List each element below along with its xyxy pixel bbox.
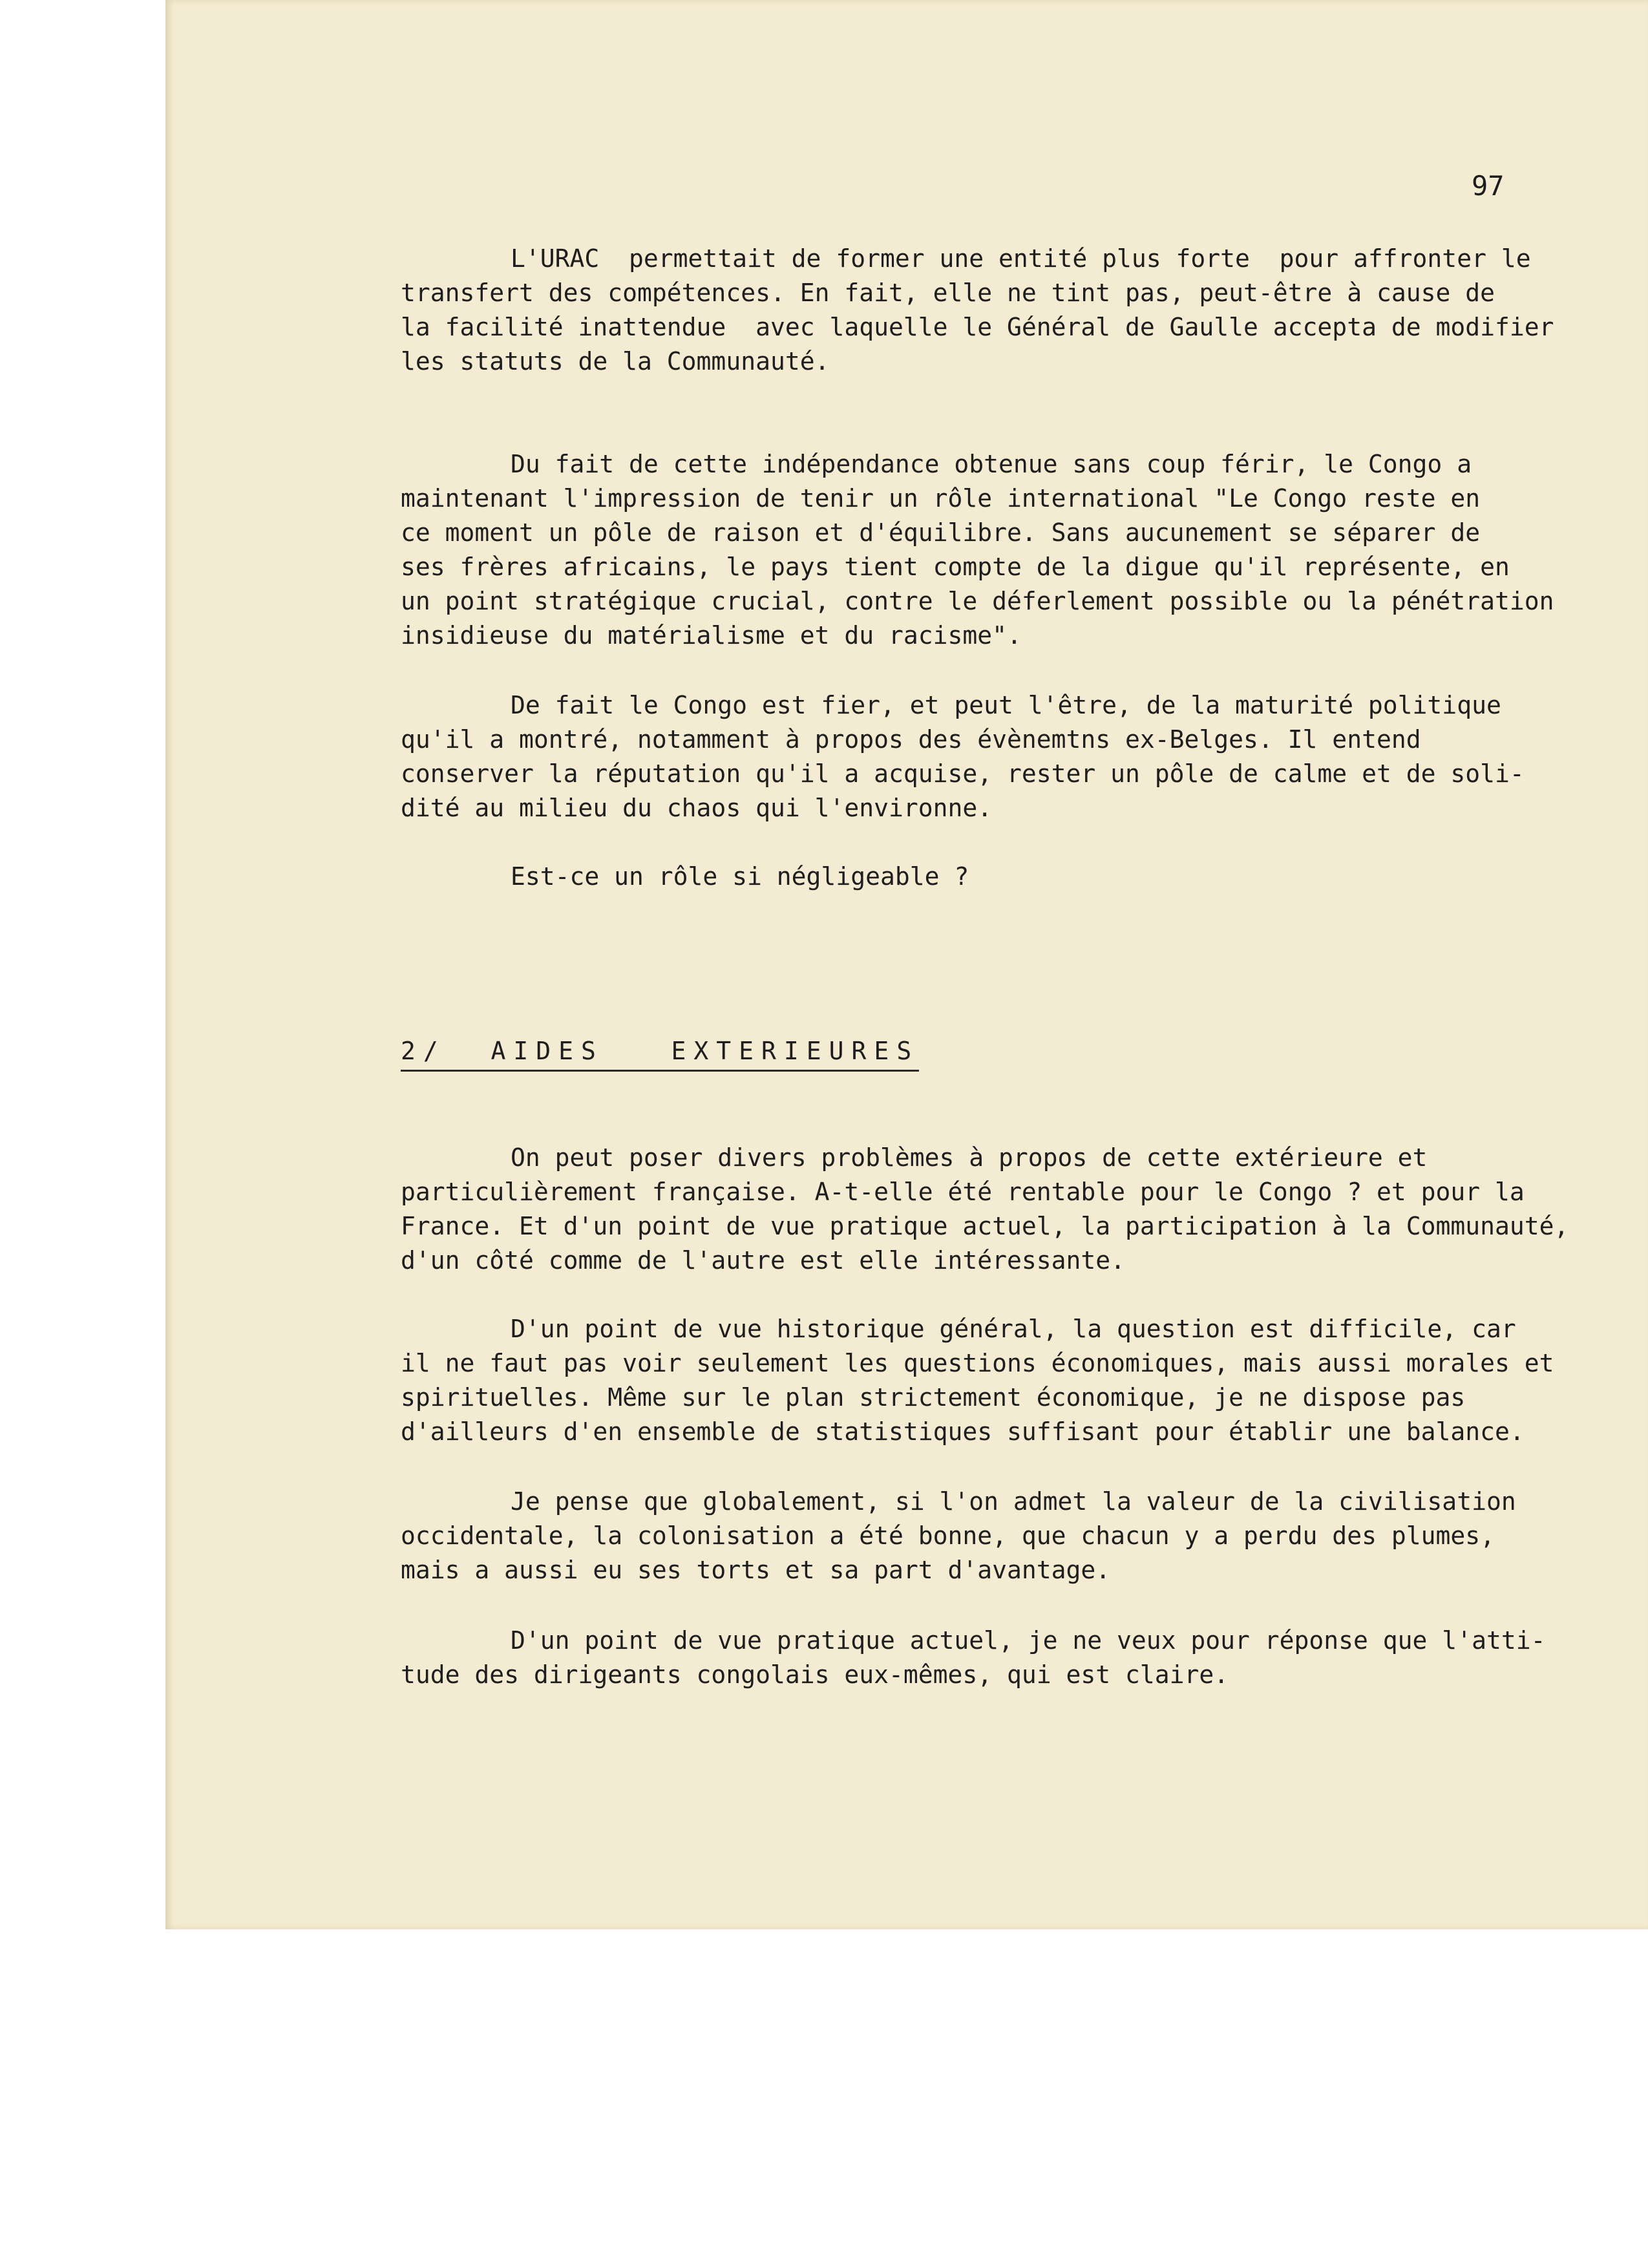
text-line: D'un point de vue historique général, la question est difficile, car [511, 1315, 1516, 1343]
paragraph [401, 860, 1603, 894]
text-line: conserver la réputation qu'il a acquise, rester un pôle de calme et de soli- [401, 759, 1525, 788]
text-line: qu'il a montré, notamment à propos des évènemtns ex-Belges. Il entend [401, 725, 1421, 754]
text-line: Est-ce un rôle si négligeable ? [511, 862, 969, 891]
text-line: insidieuse du matérialisme et du racisme". [401, 621, 1022, 650]
text-line: L'URAC permettait de former une entité plus forte pour affronter le [511, 244, 1531, 273]
text-line: d'un côté comme de l'autre est elle intéressante. [401, 1246, 1126, 1275]
paragraph [401, 242, 1603, 379]
paragraph [401, 1312, 1603, 1449]
text-line: mais a aussi eu ses torts et sa part d'avantage. [401, 1556, 1111, 1584]
text-line: les statuts de la Communauté. [401, 347, 830, 376]
text-line: la facilité inattendue avec laquelle le Général de Gaulle accepta de modifier [401, 313, 1554, 341]
text-line: ce moment un pôle de raison et d'équilibre. Sans aucunement se séparer de [401, 518, 1481, 547]
text-line: occidentale, la colonisation a été bonne, que chacun y a perdu des plumes, [401, 1521, 1495, 1550]
text-line: D'un point de vue pratique actuel, je ne veux pour réponse que l'atti- [511, 1626, 1546, 1655]
paragraph [401, 688, 1603, 825]
text-line: On peut poser divers problèmes à propos de cette extérieure et [511, 1143, 1428, 1172]
text-line: il ne faut pas voir seulement les questions économiques, mais aussi morales et [401, 1349, 1554, 1377]
text-line: France. Et d'un point de vue pratique actuel, la participation à la Communauté, [401, 1212, 1569, 1240]
text-line: dité au milieu du chaos qui l'environne. [401, 794, 993, 822]
paragraph [401, 447, 1603, 653]
text-line: transfert des compétences. En fait, elle ne tint pas, peut-être à cause de [401, 279, 1495, 307]
paragraph [401, 1624, 1603, 1692]
text-line: d'ailleurs d'en ensemble de statistiques suffisant pour établir une balance. [401, 1417, 1525, 1446]
scan-background [0, 1929, 1648, 2268]
text-line: Du fait de cette indépendance obtenue sans coup férir, le Congo a [511, 450, 1472, 478]
text-line: Je pense que globalement, si l'on admet la valeur de la civilisation [511, 1487, 1516, 1516]
text-line: spirituelles. Même sur le plan strictement économique, je ne dispose pas [401, 1383, 1466, 1412]
paragraph [401, 1485, 1603, 1587]
text-line: tude des dirigeants congolais eux-mêmes, qui est claire. [401, 1660, 1229, 1689]
page-number: 97 [1472, 170, 1505, 202]
text-line: De fait le Congo est fier, et peut l'être, de la maturité politique [511, 691, 1501, 719]
text-line: ses frères africains, le pays tient compte de la digue qu'il représente, en [401, 553, 1510, 581]
text-line: un point stratégique crucial, contre le déferlement possible ou la pénétration [401, 587, 1554, 615]
section-heading: 2/ AIDES EXTERIEURES [401, 1034, 919, 1072]
text-line: particulièrement française. A-t-elle été rentable pour le Congo ? et pour la [401, 1178, 1525, 1206]
paragraph [401, 1141, 1603, 1278]
text-line: maintenant l'impression de tenir un rôle international "Le Congo reste en [401, 484, 1481, 513]
